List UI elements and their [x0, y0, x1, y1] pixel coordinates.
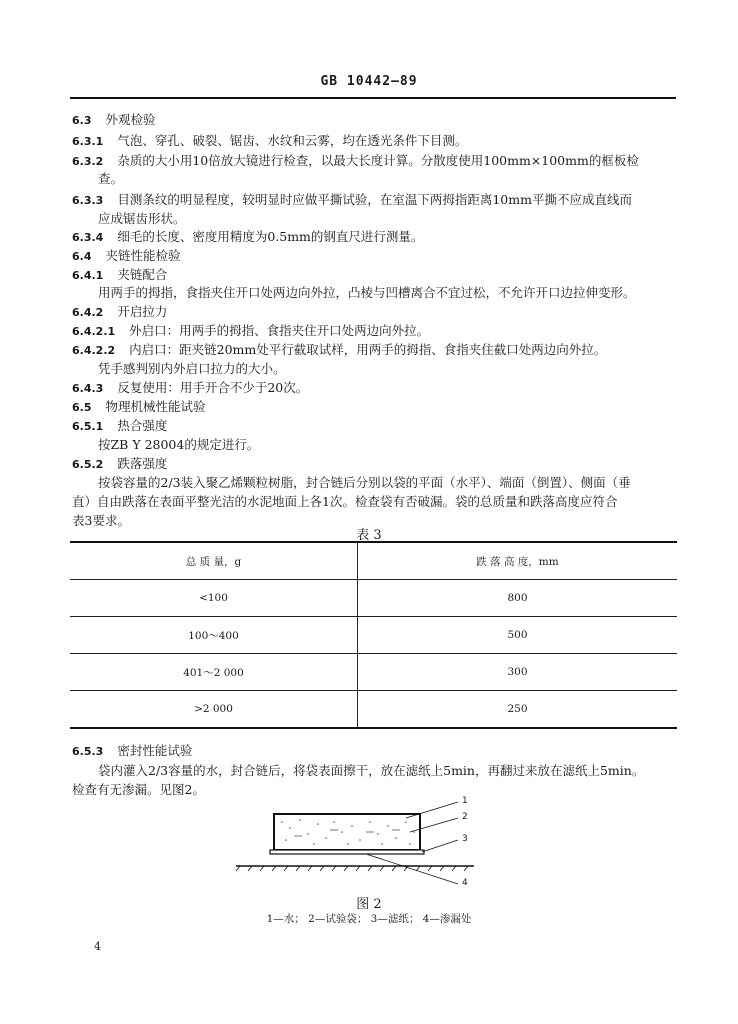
table-row: [70, 617, 677, 654]
section-line: [72, 153, 639, 170]
table-header-row: [70, 542, 677, 580]
section-line: [72, 456, 167, 473]
filter-paper-shape: [270, 850, 424, 854]
table-cell: 401～2 000: [70, 654, 358, 691]
section-line: [72, 229, 423, 246]
figure-legend: 1—水； 2—试验袋； 3—滤纸； 4—渗漏处: [266, 913, 472, 925]
section-number: 6.4.2.2: [72, 344, 116, 357]
figure-caption: 图 2: [356, 897, 382, 912]
table-header-cell: 总 质 量，g: [70, 542, 358, 580]
section-line: [72, 133, 467, 150]
paragraph-line: [98, 171, 123, 187]
section-line: [72, 418, 167, 435]
section-number: 6.3: [72, 114, 92, 127]
section-number: 6.3.1: [72, 135, 104, 148]
section-line: [72, 342, 606, 359]
line-text: 按袋容量的2/3装入聚乙烯颗粒树脂，封合链后分别以袋的平面（水平）、端面（倒置）、侧面（垂: [98, 475, 631, 490]
section-number: 6.5.3: [72, 745, 104, 758]
line-text: 开启拉力: [117, 304, 168, 319]
section-number: 6.5.2: [72, 458, 104, 471]
header-rule: [70, 97, 676, 99]
line-text: 直）自由跌落在表面平整光洁的水泥地面上各1次。检查袋有否破漏。袋的总质量和跌落高度应符合: [72, 494, 618, 509]
paragraph-line: [72, 782, 205, 798]
line-text: 物理机械性能试验: [105, 399, 206, 414]
callout-label: 1: [462, 796, 468, 806]
line-text: 细毛的长度、密度用精度为0.5mm的钢直尺进行测量。: [117, 229, 424, 244]
section-number: 6.5: [72, 401, 92, 414]
line-text: 内启口：距夹链20mm处平行截取试样，用两手的拇指、食指夹住截口处两边向外拉。: [129, 342, 607, 357]
section-line: [72, 743, 192, 760]
section-number: 6.4.2.1: [72, 325, 116, 338]
section-line: [72, 112, 156, 129]
paragraph-line: [98, 437, 259, 453]
callout-label: 3: [462, 834, 468, 844]
line-text: 外启口：用两手的拇指、食指夹住开口处两边向外拉。: [129, 323, 430, 338]
section-line: [72, 192, 632, 209]
line-text: 查。: [98, 171, 124, 186]
table-header-cell: 跌 落 高 度，mm: [476, 555, 559, 568]
callout-label: 2: [462, 812, 468, 822]
section-line: [72, 399, 206, 416]
line-text: 夹链性能检验: [105, 248, 181, 263]
section-number: 6.5.1: [72, 420, 104, 433]
section-line: [72, 267, 167, 284]
line-text: 用两手的拇指，食指夹住开口处两边向外拉，凸棱与凹槽离合不宜过松，不允许开口边拉伸变形。: [98, 285, 636, 300]
section-number: 6.4.2: [72, 306, 104, 319]
line-text: 反复使用：用手开合不少于20次。: [117, 380, 309, 395]
section-line: [72, 248, 181, 265]
table-cell: 300: [358, 654, 678, 691]
paragraph-line: [98, 475, 631, 491]
line-text: 外观检验: [105, 112, 156, 127]
paragraph-line: [98, 763, 644, 779]
line-text: 应成锯齿形状。: [98, 211, 186, 226]
section-line: [72, 380, 308, 397]
line-text: 凭手感判别内外启口拉力的大小。: [98, 361, 286, 376]
table-row: [70, 654, 677, 691]
table-cell: 250: [358, 691, 678, 729]
section-number: 6.3.4: [72, 231, 104, 244]
paragraph-line: [98, 211, 186, 227]
section-number: 6.3.2: [72, 155, 104, 168]
line-text: 检查有无渗漏。见图2。: [72, 782, 205, 797]
table-row: [70, 691, 677, 729]
section-line: [72, 323, 429, 340]
line-text: 目测条纹的明显程度，较明显时应做平撕试验，在室温下两拇指距离10mm平撕不应成直线而: [117, 192, 632, 207]
line-text: 按ZB Y 28004的规定进行。: [98, 437, 260, 452]
line-text: 热合强度: [117, 418, 168, 433]
table-cell: 100～400: [70, 617, 358, 654]
test-bag-shape: [274, 814, 420, 850]
table-cell: 500: [358, 617, 678, 654]
paragraph-line: [98, 361, 286, 377]
paragraph-line: [72, 494, 617, 510]
callout-label: 4: [462, 878, 468, 888]
section-number: 6.4: [72, 250, 92, 263]
section-number: 6.4.1: [72, 269, 104, 282]
table-3: [70, 541, 677, 729]
line-text: 杂质的大小用10倍放大镜进行检查，以最大长度计算。分散度使用100mm×100mm的框板检: [117, 153, 639, 168]
table-row: [70, 580, 677, 617]
paragraph-line: [98, 285, 636, 301]
table-cell: 800: [358, 580, 678, 617]
line-text: 表3要求。: [72, 513, 130, 528]
page-header: GB 10442—89: [320, 74, 418, 89]
section-number: 6.3.3: [72, 194, 104, 207]
line-text: 密封性能试验: [117, 743, 193, 758]
line-text: 袋内灌入2/3容量的水，封合链后，将袋表面擦干，放在滤纸上5min，再翻过来放在滤纸上5min。: [98, 763, 645, 778]
line-text: 气泡、穿孔、破裂、锯齿、水纹和云雾，均在透光条件下目测。: [117, 133, 468, 148]
section-line: [72, 304, 167, 321]
figure-2-diagram: [230, 792, 490, 892]
section-number: 6.4.3: [72, 382, 104, 395]
table-cell: <100: [70, 580, 358, 617]
line-text: 夹链配合: [117, 267, 168, 282]
page-number: 4: [94, 940, 101, 953]
line-text: 跌落强度: [117, 456, 168, 471]
table-cell: >2 000: [70, 691, 358, 729]
table-caption: 表 3: [356, 528, 382, 543]
